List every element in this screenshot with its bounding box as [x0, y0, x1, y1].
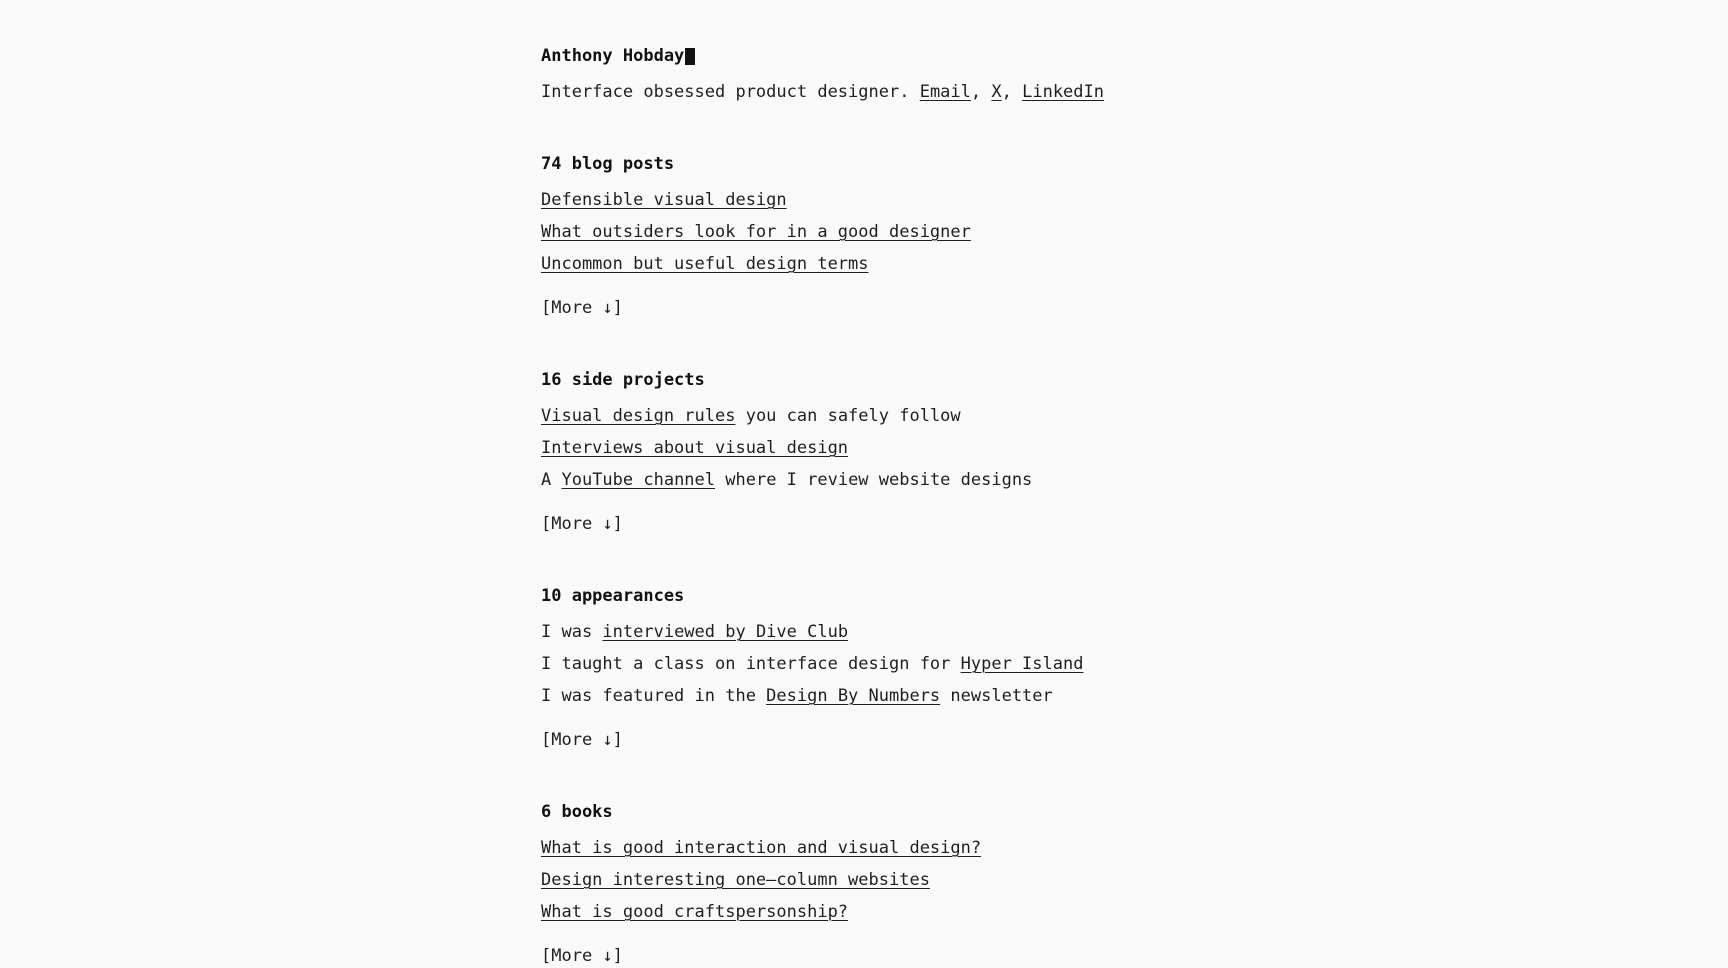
page-content	[541, 0, 1241, 968]
book-link[interactable]: Design interesting one–column websites	[541, 870, 930, 890]
item-text: I was featured in the	[541, 686, 767, 706]
project-link[interactable]: Visual design rules	[541, 406, 736, 426]
appearances-section	[541, 584, 1241, 752]
appearance-link[interactable]: Hyper Island	[960, 654, 1084, 674]
list-item	[541, 836, 1241, 860]
list-item	[541, 436, 1241, 460]
list-item	[541, 220, 1241, 244]
list-item	[541, 620, 1241, 644]
blog-section	[541, 152, 1241, 320]
list-item	[541, 868, 1241, 892]
x-link[interactable]: X	[991, 82, 1002, 102]
appearances-section-title: 10 appearances	[541, 586, 685, 606]
linkedin-link[interactable]: LinkedIn	[1022, 82, 1104, 102]
item-text: A	[541, 470, 562, 490]
books-section	[541, 800, 1241, 968]
list-item	[541, 900, 1241, 924]
appearance-link[interactable]: interviewed by Dive Club	[602, 622, 849, 642]
list-item	[541, 468, 1241, 492]
appearances-more-button[interactable]: [More ↓]	[541, 730, 623, 750]
blog-post-link[interactable]: Uncommon but useful design terms	[541, 254, 869, 274]
item-text: I was	[541, 622, 603, 642]
project-link[interactable]: Interviews about visual design	[541, 438, 849, 458]
projects-section	[541, 368, 1241, 536]
blog-more-button[interactable]: [More ↓]	[541, 298, 623, 318]
book-link[interactable]: What is good craftspersonship?	[541, 902, 849, 922]
projects-more-button[interactable]: [More ↓]	[541, 514, 623, 534]
author-name: Anthony Hobday	[541, 46, 685, 66]
books-section-title: 6 books	[541, 802, 613, 822]
header	[541, 44, 1241, 104]
project-link[interactable]: YouTube channel	[561, 470, 716, 490]
item-text: you can safely follow	[735, 406, 961, 426]
list-item	[541, 684, 1241, 708]
item-text: newsletter	[940, 686, 1053, 706]
email-link[interactable]: Email	[919, 82, 971, 102]
site-title	[541, 44, 1241, 68]
projects-section-title: 16 side projects	[541, 370, 705, 390]
item-text: where I review website designs	[715, 470, 1033, 490]
appearance-link[interactable]: Design By Numbers	[766, 686, 941, 706]
blog-section-title: 74 blog posts	[541, 154, 675, 174]
blog-post-link[interactable]: What outsiders look for in a good designer	[541, 222, 971, 242]
list-item	[541, 652, 1241, 676]
list-item	[541, 188, 1241, 212]
separator: ,	[970, 82, 992, 102]
book-link[interactable]: What is good interaction and visual design?	[541, 838, 982, 858]
blog-post-link[interactable]: Defensible visual design	[541, 190, 787, 210]
text-cursor-icon	[685, 48, 695, 65]
tagline	[541, 80, 1241, 104]
separator: ,	[1001, 82, 1023, 102]
list-item	[541, 252, 1241, 276]
tagline-text: Interface obsessed product designer.	[541, 82, 920, 102]
list-item	[541, 404, 1241, 428]
books-more-button[interactable]: [More ↓]	[541, 946, 623, 966]
item-text: I taught a class on interface design for	[541, 654, 961, 674]
